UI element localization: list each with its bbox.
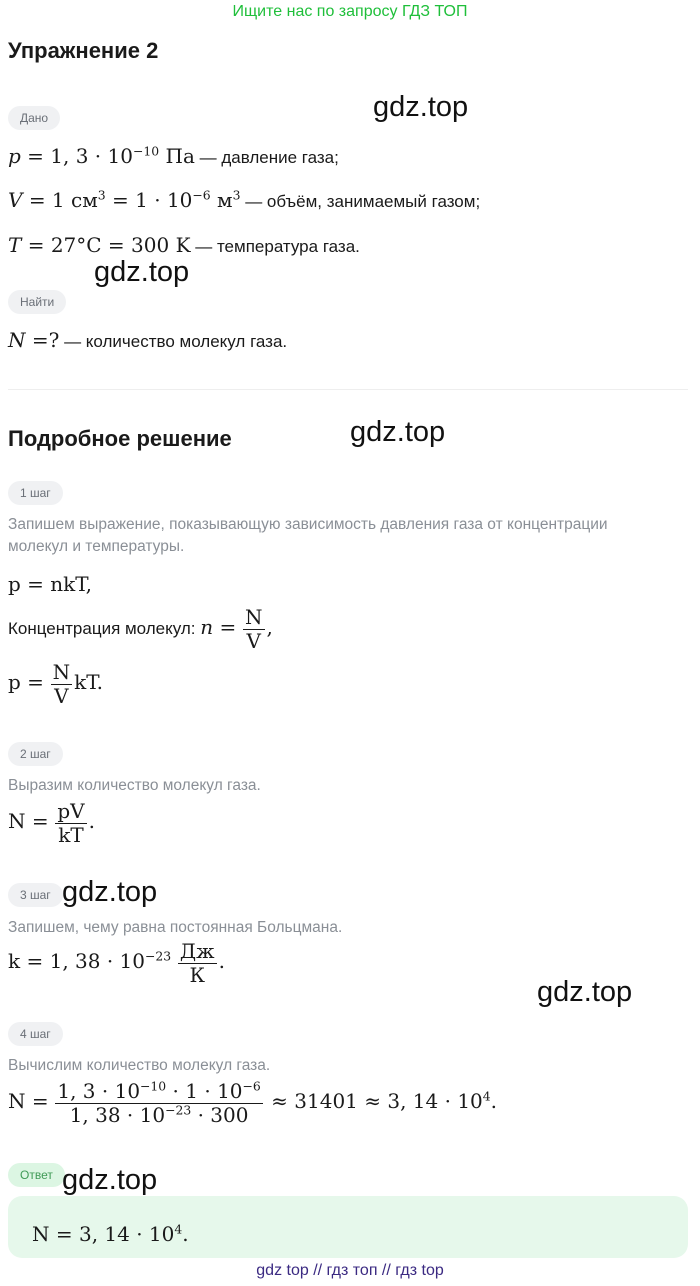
exercise-title: Упражнение 2 (8, 38, 159, 63)
answer-value: N = 3, $14 \cdot 10^4$. (32, 1221, 189, 1246)
step-1-concentration: Концентрация молекул: n = $\frac{N}{V}$ , (8, 605, 273, 653)
watermark: gdz.top (373, 91, 469, 123)
step-4-tag: 4 шаг (8, 1022, 63, 1046)
given-pressure: p = 1, $3 \cdot 10^{-10}$ Па — давление газа; (8, 143, 339, 168)
solution-title: Подробное решение (8, 426, 232, 451)
step-3-equation: k = 1, $38 \cdot 10^{-23}$ $\frac{Дж}{К}$ . (8, 939, 225, 987)
step-1-text: Запишем выражение, показывающую зависимость давления газа от концентрации молекул и температуры. (8, 516, 608, 555)
step-1-equation: p = nkT, (8, 572, 93, 596)
given-volume: V = 1 $см^3 = 1 \cdot 10^{-6}$ $м^3$ — объём, занимаемый газом; (8, 187, 481, 212)
watermark: gdz.top (94, 256, 190, 288)
calculation-fraction: $\frac{1, 3 \cdot 10^{-10} \cdot 1 \cdot 10^{-6}}{1, 38 \cdot 10^{-23} \cdot 300}$ (57, 1078, 261, 1127)
step-2-equation: N = $\frac{pV}{kT}$ . (8, 799, 95, 847)
nv-fraction: $\frac{N}{V}$ (52, 660, 71, 708)
step-4-equation: N = $\frac{1, 3 \cdot 10^{-10} \cdot 1 \cdot 10^{-6}}{1, 38 \cdot 10^{-23} \cdot 300}$ ≈ 31401 ≈ 3, $14 \cdot 10^4$. (8, 1078, 498, 1127)
unit-fraction: $\frac{Дж}{К}$ (179, 939, 215, 987)
find-quantity: N =? — количество молекул газа. (8, 328, 288, 352)
step-1-tag: 1 шаг (8, 481, 63, 505)
step-2-tag: 2 шаг (8, 742, 63, 766)
watermark: gdz.top (537, 976, 633, 1008)
step-1-substituted: p = $\frac{N}{V}$ kT. (8, 660, 104, 708)
given-tag: Дано (8, 106, 60, 130)
section-divider (8, 389, 688, 390)
concentration-fraction: $\frac{N}{V}$ (245, 605, 263, 653)
given-temperature: T = 27°C = 300 K — температура газа. (8, 233, 360, 257)
step-2-text: Выразим количество молекул газа. (8, 777, 261, 794)
answer-tag: Ответ (8, 1163, 65, 1187)
step-3-text: Запишем, чему равна постоянная Больцмана. (8, 919, 343, 936)
search-banner[interactable]: Ищите нас по запросу ГДЗ ТОП (232, 3, 468, 20)
find-tag: Найти (8, 290, 66, 314)
footer-links[interactable]: gdz top // гдз топ // гдз top (256, 1262, 444, 1279)
pv-kt-fraction: $\frac{pV}{kT}$ (57, 799, 85, 847)
watermark: gdz.top (350, 416, 446, 448)
watermark: gdz.top (62, 876, 158, 908)
step-3-tag: 3 шаг (8, 883, 63, 907)
step-4-text: Вычислим количество молекул газа. (8, 1057, 271, 1074)
watermark: gdz.top (62, 1164, 158, 1196)
